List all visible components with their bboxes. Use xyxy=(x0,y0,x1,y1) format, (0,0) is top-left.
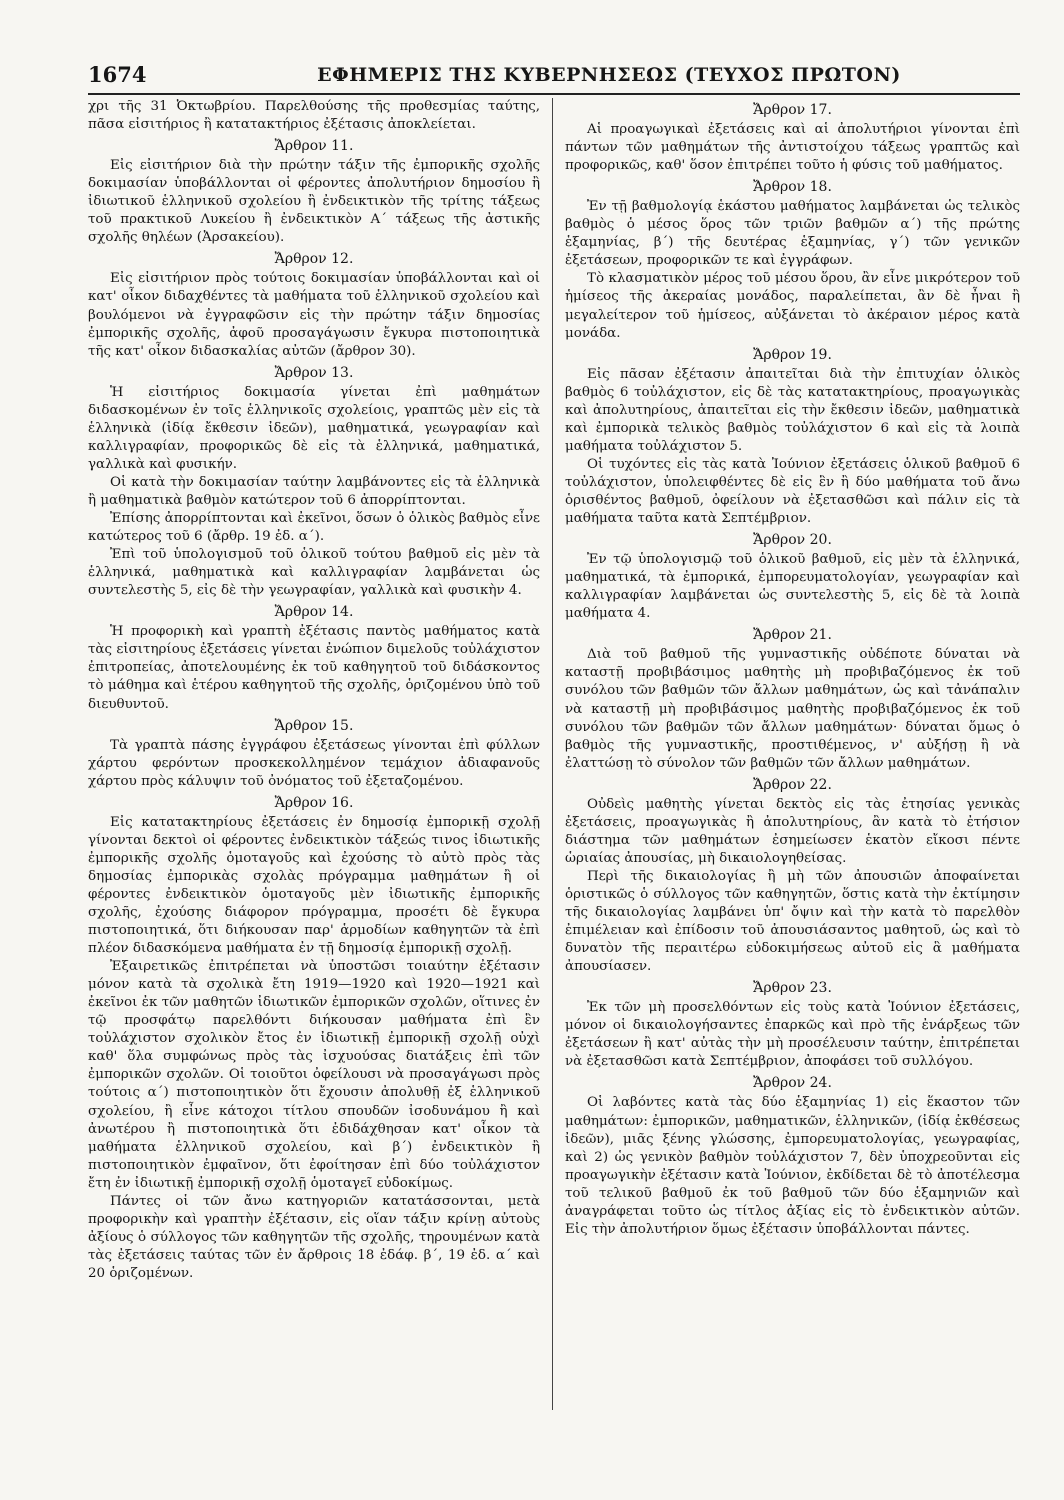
paragraph: Τὸ κλασματικὸν μέρος τοῦ μέσου ὅρου, ἂν εἶνε μικρότερον τοῦ ἡμίσεος τῆς ἀκεραίας μονάδος, παραλείπεται, ἂν δὲ ἦναι ἢ μεγαλείτερον τοῦ ἡμίσεος, αὐξάνεται τὸ ἀκέραιον μέρος κατὰ μονάδα. xyxy=(565,271,1020,341)
paragraph: Οἱ κατὰ τὴν δοκιμασίαν ταύτην λαμβάνοντες εἰς τὰ ἑλληνικὰ ἢ μαθηματικὰ βαθμὸν κατώτερον τοῦ 6 ἀπορρίπτονται. xyxy=(88,474,540,508)
paragraph: Ἐπὶ τοῦ ὑπολογισμοῦ τοῦ ὁλικοῦ τούτου βαθμοῦ εἰς μὲν τὰ ἑλληνικά, μαθηματικὰ καὶ καλλιγραφίαν λαμβάνεται ὡς συντελεστὴς 5, εἰς δὲ τὴν γεωγραφίαν, γαλλικὰ καὶ φυσικὴν 4. xyxy=(88,547,540,599)
paragraph: Ἐξαιρετικῶς ἐπιτρέπεται νὰ ὑποστῶσι τοιαύτην ἐξέτασιν μόνον κατὰ τὰ σχολικὰ ἔτη 1919—1920 καὶ 1920—1921 καὶ ἐκεῖνοι ἐκ τῶν μαθητῶν ἰδιωτικῶν ἐμπορικῶν σχολῶν, οἵτινες ἐν τῷ προσφάτῳ παρελθόντι διήκουσαν μαθήματα ἐπὶ ἓν τοὐλάχιστον σχολικὸν ἔτος ἐν ἰδιωτικῇ ἐμπορικῇ σχολῇ οὐχὶ καθ' ὅλα συμφώνως πρὸς τὰς ἰσχυούσας διατάξεις ἐπὶ τῶν ἐμπορικῶν σχολῶν. Οἱ τοιοῦτοι ὀφείλουσι νὰ προσαγάγωσι πρὸς τούτοις α΄) πιστοποιητικὸν ὅτι ἔχουσιν ἀπολυθῇ ἐξ ἑλληνικοῦ σχολείου, ἢ εἶνε κάτοχοι τίτλου σπουδῶν ἰσοδυνάμου ἢ καὶ ἀνωτέρου ἢ πιστοποιητικὰ ὅτι ἐδιδάχθησαν κατ' οἶκον τὰ μαθήματα ἑλληνικοῦ σχολείου, καὶ β΄) ἐνδεικτικὸν ἢ πιστοποιητικὸν ἐμφαῖνον, ὅτι ἐφοίτησαν ἐπὶ δύο τοὐλάχιστον ἔτη ἐν ἰδιωτικῇ ἐμπορικῇ σχολῇ ὁμοταγεῖ εὐδοκίμως. xyxy=(88,959,540,1191)
article-11-title: Ἄρθρον 11. xyxy=(274,138,354,155)
left-column xyxy=(88,98,540,1410)
paragraph: Ἡ εἰσιτήριος δοκιμασία γίνεται ἐπὶ μαθημάτων διδασκομένων ἐν τοῖς ἑλληνικοῖς σχολείοις, γραπτῶς μὲν εἰς τὰ ἑλληνικὰ (ἰδίᾳ ἔκθεσιν ἰδεῶν), μαθηματικά, γεωγραφίαν καὶ καλλιγραφίαν, προφορικῶς δὲ εἰς τὰ ἑλληνικά, μαθηματικά, γαλλικὰ καὶ φυσικήν. xyxy=(88,384,540,472)
article-13-title: Ἄρθρον 13. xyxy=(274,364,354,381)
paragraph: Οἱ λαβόντες κατὰ τὰς δύο ἑξαμηνίας 1) εἰς ἕκαστον τῶν μαθημάτων: ἐμπορικῶν, μαθηματικῶν, ἑλληνικῶν, (ἰδίᾳ ἐκθέσεως ἰδεῶν), μιᾶς ξένης γλώσσης, ἐμπορευματολογίας, γεωγραφίας, καὶ 2) ὡς γενικὸν βαθμὸν τοὐλάχιστον 7, δὲν ὑποχρεοῦνται εἰς προαγωγικὴν ἐξέτασιν κατὰ Ἰούνιον, ἐκδίδεται δὲ τὸ ἀποτέλεσμα τοῦ τελικοῦ βαθμοῦ ἐκ τοῦ βαθμοῦ τῶν δύο ἑξαμηνιῶν καὶ ἀναγράφεται τοῦτο ὡς τίτλος ἀξίας εἰς τὸ ἐνδεικτικὸν αὐτῶν. Εἰς τὴν ἀπολυτήριον ὅμως ἐξέτασιν ὑποβάλλονται πάντες. xyxy=(565,1095,1020,1237)
article-20-title: Ἄρθρον 20. xyxy=(753,532,832,549)
header-rule xyxy=(88,93,1020,95)
paragraph: Περὶ τῆς δικαιολογίας ἢ μὴ τῶν ἀπουσιῶν ἀποφαίνεται ὁριστικῶς ὁ σύλλογος τῶν καθηγητῶν, ὅστις κατὰ τὴν ἐκτίμησιν τῆς δικαιολογίας λαμβάνει ὑπ' ὄψιν καὶ τὴν κατὰ τὸ παρελθὸν ἐπιμέλειαν καὶ ἐπίδοσιν τοῦ ἀπουσιάσαντος μαθητοῦ, ὡς καὶ τὸ δυνατὸν τῆς περαιτέρω εὐδοκιμήσεως αὐτοῦ εἰς ἃ μαθήματα ἀπουσίασεν. xyxy=(565,868,1020,975)
article-15-title: Ἄρθρον 15. xyxy=(274,717,354,734)
paragraph: Εἰς εἰσιτήριον πρὸς τούτοις δοκιμασίαν ὑποβάλλονται καὶ οἱ κατ' οἶκον διδαχθέντες τὰ μαθήματα τοῦ ἑλληνικοῦ σχολείου καὶ βουλόμενοι νὰ ἐγγραφῶσιν εἰς τὴν πρώτην τάξιν δημοσίας ἐμπορικῆς σχολῆς, ἀφοῦ προσαγάγωσιν ἔγκυρα πιστοποιητικὰ τῆς κατ' οἶκον διδασκαλίας αὐτῶν (ἄρθρον 30). xyxy=(88,271,540,359)
article-16-title: Ἄρθρον 16. xyxy=(274,794,354,811)
article-12-title: Ἄρθρον 12. xyxy=(274,251,354,268)
paragraph: Ἐν τῇ βαθμολογίᾳ ἑκάστου μαθήματος λαμβάνεται ὡς τελικὸς βαθμὸς ὁ μέσος ὅρος τῶν τριῶν βαθμῶν α΄) τῆς πρώτης ἑξαμηνίας, β΄) τῆς δευτέρας ἑξαμηνίας, γ΄) τῶν γενικῶν ἐξετάσεων, προφορικῶν τε καὶ ἐγγράφων. xyxy=(565,199,1020,269)
paragraph: Πάντες οἱ τῶν ἄνω κατηγοριῶν κατατάσσονται, μετὰ προφορικὴν καὶ γραπτὴν ἐξέτασιν, εἰς οἵαν τάξιν κρίνῃ αὐτοὺς ἀξίους ὁ σύλλογος τῶν καθηγητῶν τῆς σχολῆς, τηρουμένων κατὰ τὰς ἐξετάσεις ταύτας τῶν ἐν ἄρθροις 18 ἐδάφ. β΄, 19 ἐδ. α΄ καὶ 20 ὁριζομένων. xyxy=(88,1193,540,1281)
paragraph: Ἡ προφορικὴ καὶ γραπτὴ ἐξέτασις παντὸς μαθήματος κατὰ τὰς εἰσιτηρίους ἐξετάσεις γίνεται ἐνώπιον διμελοῦς τοὐλάχιστον ἐπιτροπείας, ἀποτελουμένης ἐκ τοῦ καθηγητοῦ τοῦ διδάσκοντος τὸ μάθημα καὶ ἑτέρου καθηγητοῦ τῆς σχολῆς, ὁριζομένου ὑπὸ τοῦ διευθυντοῦ. xyxy=(88,624,540,712)
article-22-title: Ἄρθρον 22. xyxy=(753,776,832,793)
journal-title: ΕΦΗΜΕΡΙΣ ΤΗΣ ΚΥΒΕΡΝΗΣΕΩΣ (ΤΕΥΧΟΣ ΠΡΩΤΟΝ) xyxy=(317,64,901,86)
paragraph: Ἐπίσης ἀπορρίπτονται καὶ ἐκεῖνοι, ὅσων ὁ ὁλικὸς βαθμὸς εἶνε κατώτερος τοῦ 6 (ἄρθρ. 19 ἐδ. α΄). xyxy=(88,511,540,545)
paragraph: Εἰς εἰσιτήριον διὰ τὴν πρώτην τάξιν τῆς ἐμπορικῆς σχολῆς δοκιμασίαν ὑποβάλλονται οἱ φέροντες ἀπολυτήριον δημοσίου ἢ ἰδιωτικοῦ ἑλληνικοῦ σχολείου ἢ ἐνδεικτικὸν τῆς τρίτης τάξεως τοῦ πρακτικοῦ Λυκείου ἢ ἐνδεικτικὸν Α΄ τάξεως τῆς ἀστικῆς σχολῆς θηλέων (Ἀρσακείου). xyxy=(88,158,540,246)
text-columns xyxy=(88,98,1020,1410)
paragraph: χρι τῆς 31 Ὀκτωβρίου. Παρελθούσης τῆς προθεσμίας ταύτης, πᾶσα εἰσιτήριος ἢ κατατακτήριος ἐξέτασις ἀποκλείεται. xyxy=(88,99,540,133)
column-divider xyxy=(552,98,553,1410)
article-17-title: Ἄρθρον 17. xyxy=(753,102,832,118)
right-column xyxy=(565,98,1020,1410)
page-header xyxy=(88,62,1020,90)
paragraph: Ἐκ τῶν μὴ προσελθόντων εἰς τοὺς κατὰ Ἰούνιον ἐξετάσεις, μόνον οἱ δικαιολογήσαντες ἐπαρκῶς καὶ πρὸ τῆς ἐνάρξεως τῶν ἐξετάσεων ἢ κατ' αὐτὰς τὴν μὴ προσέλευσιν ταύτην, ἐπιτρέπεται νὰ ἐξετασθῶσι κατὰ Σεπτέμβριον, ἀποφάσει τοῦ συλλόγου. xyxy=(565,1000,1020,1070)
paragraph: Διὰ τοῦ βαθμοῦ τῆς γυμναστικῆς οὐδέποτε δύναται νὰ καταστῇ προβιβάσιμος μαθητὴς μὴ προβιβαζόμενος ἐκ τοῦ συνόλου τῶν βαθμῶν τῶν ἄλλων μαθημάτων, ὡς καὶ τἀνάπαλιν νὰ καταστῇ μὴ προβιβάσιμος μαθητὴς προβιβαζόμενος ἐκ τοῦ συνόλου τῶν βαθμῶν τῶν ἄλλων μαθημάτων· δύναται ὅμως ὁ βαθμὸς τῆς γυμναστικῆς, προστιθέμενος, ν' αὐξήσῃ ἢ νὰ ἐλαττώσῃ τὸ σύνολον τῶν βαθμῶν τῶν ἄλλων μαθημάτων. xyxy=(565,647,1020,771)
article-23-title: Ἄρθρον 23. xyxy=(753,980,832,997)
paragraph: Εἰς πᾶσαν ἐξέτασιν ἀπαιτεῖται διὰ τὴν ἐπιτυχίαν ὁλικὸς βαθμὸς 6 τοὐλάχιστον, εἰς δὲ τὰς κατατακτηρίους, προαγωγικὰς καὶ ἀπολυτηρίους, ἀπαιτεῖται εἰς τὴν ἔκθεσιν ἰδεῶν, μαθηματικὰ καὶ ἐμπορικὰ τελικὸς βαθμὸς τοὐλάχιστον 6 καὶ εἰς τὰ λοιπὰ μαθήματα τοὐλάχιστον 5. xyxy=(565,366,1020,454)
paragraph: Οὐδεὶς μαθητὴς γίνεται δεκτὸς εἰς τὰς ἐτησίας γενικὰς ἐξετάσεις, προαγωγικὰς ἢ ἀπολυτηρίους, ἂν κατὰ τὸ ἐτήσιον διάστημα τῶν μαθημάτων ἐσημείωσεν ἑκατὸν εἴκοσι πέντε ὡριαίας ἀπουσίας, μὴ δικαιολογηθείσας. xyxy=(565,796,1020,866)
paragraph: Εἰς κατατακτηρίους ἐξετάσεις ἐν δημοσίᾳ ἐμπορικῇ σχολῇ γίνονται δεκτοὶ οἱ φέροντες ἐνδεικτικὸν τάξεώς τινος ἰδιωτικῆς ἐμπορικῆς σχολῆς ὁμοταγοῦς καὶ ἐχούσης τὸ αὐτὸ πρὸς τὰς δημοσίας ἐμπορικὰς σχολὰς πρόγραμμα μαθημάτων ἢ οἱ φέροντες ἐνδεικτικὸν ὁμοταγοῦς μὲν ἰδιωτικῆς ἐμπορικῆς σχολῆς, ἐχούσης διάφορον πρόγραμμα, προσέτι δὲ ἔγκυρα πιστοποιητικά, ὅτι διήκουσαν παρ' ἁρμοδίων καθηγητῶν τὰ ἐπὶ πλέον διδασκόμενα μαθήματα ἐν τῇ δημοσίᾳ ἐμπορικῇ σχολῇ. xyxy=(88,814,540,957)
article-14-title: Ἄρθρον 14. xyxy=(274,604,354,621)
paragraph: Αἱ προαγωγικαὶ ἐξετάσεις καὶ αἱ ἀπολυτήριοι γίνονται ἐπὶ πάντων τῶν μαθημάτων τῆς ἀντιστοίχου τάξεως γραπτῶς καὶ προφορικῶς, καθ' ὅσον ἐπιτρέπει τοῦτο ἡ φύσις τοῦ μαθήματος. xyxy=(565,122,1020,174)
article-24-title: Ἄρθρον 24. xyxy=(753,1075,832,1092)
article-21-title: Ἄρθρον 21. xyxy=(753,627,832,644)
article-18-title: Ἄρθρον 18. xyxy=(753,179,832,196)
article-19-title: Ἄρθρον 19. xyxy=(753,346,832,363)
paragraph: Τὰ γραπτὰ πάσης ἐγγράφου ἐξετάσεως γίνονται ἐπὶ φύλλων χάρτου φερόντων προσκεκολλημένον τεμάχιον ἀδιαφανοῦς χάρτου πρὸς κάλυψιν τοῦ ὀνόματος τοῦ ἐξεταζομένου. xyxy=(88,737,540,789)
paragraph: Ἐν τῷ ὑπολογισμῷ τοῦ ὁλικοῦ βαθμοῦ, εἰς μὲν τὰ ἑλληνικά, μαθηματικά, τὰ ἐμπορικά, ἐμπορευματολογίαν, γεωγραφίαν καὶ καλλιγραφίαν λαμβάνεται ὡς συντελεστὴς 5, εἰς δὲ τὰ λοιπὰ μαθήματα 4. xyxy=(565,552,1020,622)
paragraph: Οἱ τυχόντες εἰς τὰς κατὰ Ἰούνιον ἐξετάσεις ὁλικοῦ βαθμοῦ 6 τοὐλάχιστον, ὑπολειφθέντες δὲ εἰς ἓν ἢ δύο μαθήματα τοῦ ἄνω ὁρισθέντος βαθμοῦ, ὀφείλουν νὰ ἐξετασθῶσι καὶ πάλιν εἰς τὰ μαθήματα ταῦτα κατὰ Σεπτέμβριον. xyxy=(565,456,1020,527)
page-number: 1674 xyxy=(88,62,147,87)
